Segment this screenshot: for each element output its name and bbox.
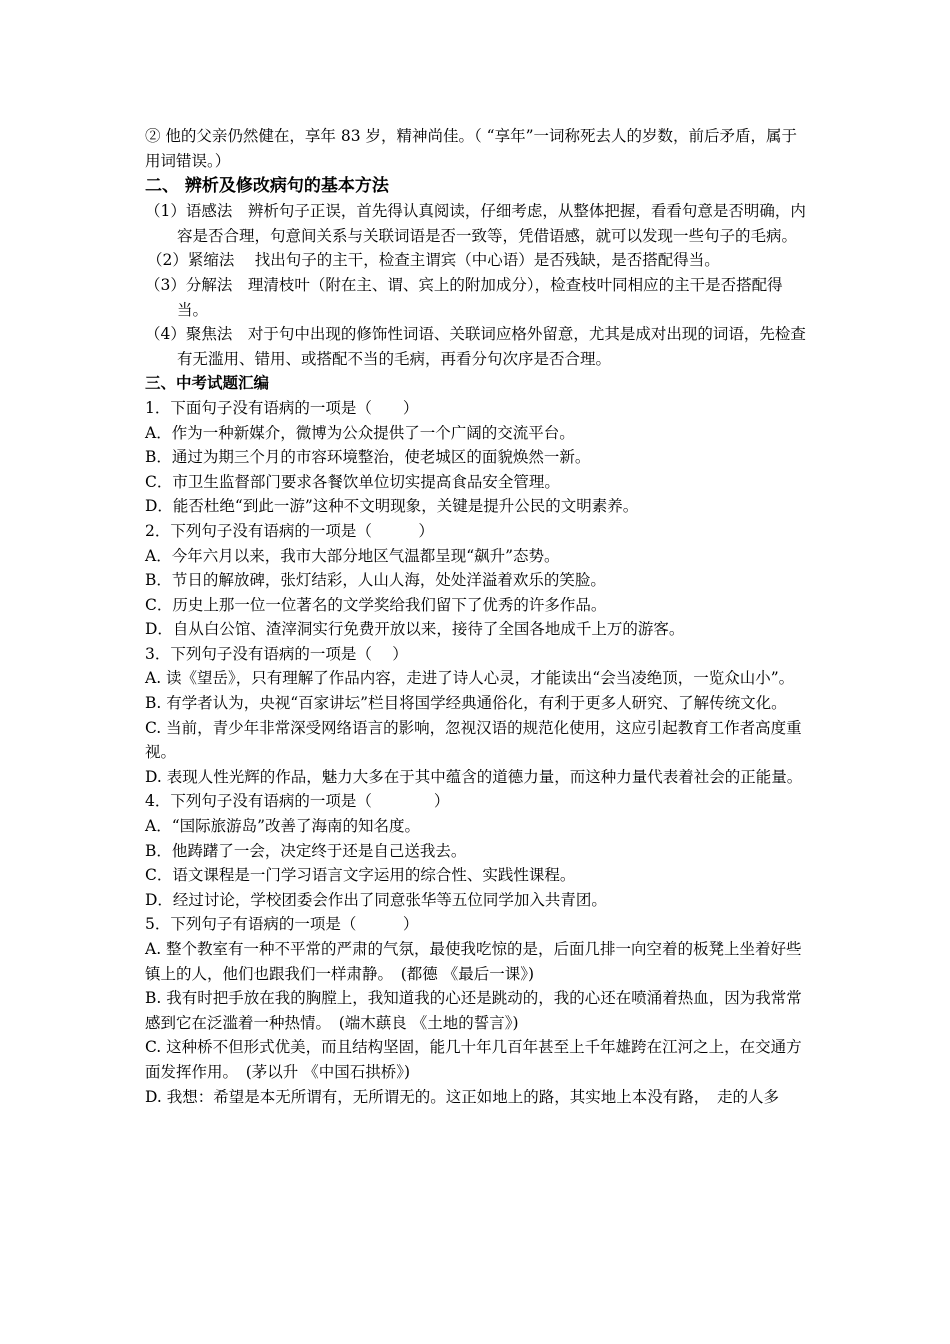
option-b: B．节日的解放碑，张灯结彩，人山人海，处处洋溢着欢乐的笑脸。 bbox=[145, 571, 606, 590]
option-b: B. 我有时把手放在我的胸膛上，我知道我的心还是跳动的，我的心还在喷涌着热血，因为我常常感到它在泛滥着一种热情。 (端木蕻良 《土地的誓言》) bbox=[145, 989, 802, 1032]
option-d: D．经过讨论，学校团委会作出了同意张华等五位同学加入共青团。 bbox=[145, 890, 607, 909]
option-b: B. 有学者认为，央视“百家讲坛”栏目将国学经典通俗化，有利于更多人研究、了解传统文化。 bbox=[145, 694, 787, 713]
section-3-heading: 三、中考试题汇编 bbox=[145, 374, 270, 393]
question-stem: 1．下面句子没有语病的一项是（ ） bbox=[145, 398, 419, 417]
option-c: C．市卫生监督部门要求各餐饮单位切实提高食品安全管理。 bbox=[145, 472, 560, 491]
question-5 bbox=[145, 912, 810, 1109]
method-4-focus: （4）聚焦法 对于句中出现的修饰性词语、关联词应格外留意，尤其是成对出现的词语，先检查有无滥用、错用、或搭配不当的毛病，再看分句次序是否合理。 bbox=[145, 325, 806, 368]
option-c: C．历史上那一位一位著名的文学奖给我们留下了优秀的许多作品。 bbox=[145, 595, 607, 614]
option-b: B．通过为期三个月的市容环境整治，使老城区的面貌焕然一新。 bbox=[145, 448, 591, 467]
method-1-sense: （1）语感法 辨析句子正误，首先得认真阅读，仔细考虑，从整体把握，看看句意是否明确，内容是否合理，句意间关系与关联词语是否一致等，凭借语感，就可以发现一些句子的毛病。 bbox=[145, 202, 806, 245]
option-d: D．自从白公馆、渣滓洞实行免费开放以来，接待了全国各地成千上万的游客。 bbox=[145, 620, 685, 639]
intro-example-2: ② 他的父亲仍然健在，享年 83 岁，精神尚佳。（ “享年”一词称死去人的岁数，前后矛盾，属于用词错误。） bbox=[145, 127, 798, 170]
option-c: C．语文课程是一门学习语言文字运用的综合性、实践性课程。 bbox=[145, 866, 576, 885]
question-stem: 4．下列句子没有语病的一项是（ ） bbox=[145, 792, 450, 811]
method-2-condense: （2）紧缩法 找出句子的主干，检查主谓宾（中心语）是否残缺，是否搭配得当。 bbox=[147, 251, 720, 270]
option-a: A．今年六月以来，我市大部分地区气温都呈现“飙升”态势。 bbox=[145, 546, 560, 565]
option-b: B．他踌躇了一会，决定终于还是自己送我去。 bbox=[145, 841, 467, 860]
option-a: A. 整个教室有一种不平常的严肃的气氛，最使我吃惊的是，后面几排一向空着的板凳上坐着好些镇上的人，他们也跟我们一样肃静。 (都德 《最后一课》) bbox=[145, 940, 802, 983]
question-3 bbox=[145, 642, 810, 790]
question-2 bbox=[145, 519, 810, 642]
option-d: D. 表现人性光辉的作品，魅力大多在于其中蕴含的道德力量，而这种力量代表着社会的正能量。 bbox=[145, 767, 803, 786]
question-stem: 5．下列句子有语病的一项是（ ） bbox=[145, 915, 419, 934]
method-3-decompose: （3）分解法 理清枝叶（附在主、谓、宾上的附加成分），检查枝叶同相应的主干是否搭配得当。 bbox=[145, 275, 783, 319]
question-stem: 3．下列句子没有语病的一项是（ ） bbox=[145, 644, 408, 663]
option-c: C. 当前，青少年非常深受网络语言的影响，忽视汉语的规范化使用，这应引起教育工作者高度重视。 bbox=[145, 718, 802, 762]
option-d: D. 我想：希望是本无所谓有，无所谓无的。这正如地上的路，其实地上本没有路， 走的人多 bbox=[145, 1087, 779, 1106]
option-a: A. 读《望岳》，只有理解了作品内容，走进了诗人心灵，才能读出“会当凌绝顶，一览众山小”。 bbox=[145, 669, 795, 688]
document-page bbox=[145, 124, 810, 1109]
option-d: D．能否杜绝“到此一游”这种不文明现象，关键是提升公民的文明素养。 bbox=[145, 497, 639, 516]
section-2-heading: 二、 辨析及修改病句的基本方法 bbox=[145, 176, 389, 197]
question-4 bbox=[145, 789, 810, 912]
question-1 bbox=[145, 396, 810, 519]
question-stem: 2．下列句子没有语病的一项是（ ） bbox=[145, 521, 434, 540]
option-a: A．作为一种新媒介，微博为公众提供了一个广阔的交流平台。 bbox=[145, 423, 575, 442]
option-c: C. 这种桥不但形式优美，而且结构坚固，能几十年几百年甚至上千年雄跨在江河之上，在交通方面发挥作用。 (茅以升 《中国石拱桥》) bbox=[145, 1038, 802, 1081]
option-a: A．“国际旅游岛”改善了海南的知名度。 bbox=[145, 817, 421, 836]
